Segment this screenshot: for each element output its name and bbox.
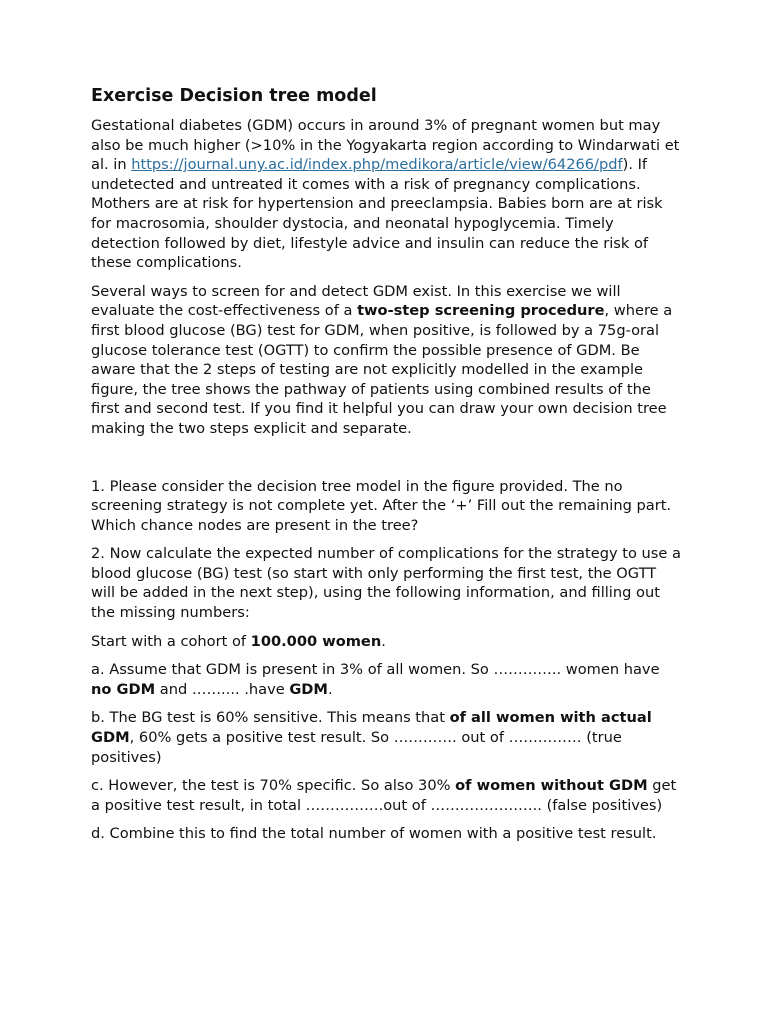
item-b-text: b. The BG test is 60% sensitive. This means that [91,709,450,727]
cohort-end: . [381,632,386,650]
item-c [91,776,681,815]
cohort-size: 100.000 women [250,632,382,650]
item-c-bold: of women without GDM [455,777,648,795]
intro-paragraph [91,116,681,273]
item-a [91,660,681,699]
question-2: 2. Now calculate the expected number of complications for the strategy to use a blood glucose (BG) test (so start with only performing the first test, the OGTT will be added in the next step), using the following information, and filling out the missing numbers: [91,545,681,622]
cohort-text: Start with a cohort of [91,632,251,650]
spacer [91,448,681,477]
item-a-end: . [327,680,333,698]
item-b [91,708,681,767]
screening-emphasis: two-step screening procedure [357,302,605,320]
item-a-bold-no-gdm: no GDM [91,680,156,698]
item-a-text-2: and …….... .have [155,680,290,698]
screening-text: Several ways to screen for and detect GDM exist. In this exercise we will evaluate the cost-effectiveness of a [91,282,621,320]
question-1: 1. Please consider the decision tree model in the figure provided. The no screening strategy is not complete yet. After the ‘+’ Fill out the remaining part. Which chance nodes are present in the tree? [91,477,672,534]
article-link[interactable]: https://journal.uny.ac.id/index.php/medikora/article/view/64266/pdf [131,156,623,174]
screening-text-continued: , where a first blood glucose (BG) test for GDM, when positive, is followed by a 75g-oral glucose tolerance test (OGTT) to confirm the possible presence of GDM. Be aware that the 2 steps of testing are not explicitly modelled in the example figure, the tree shows the pathway of patients using combined results of the first and second test. If you find it helpful you can draw your own decision tree making the two steps explicit and separate. [91,302,673,437]
intro-text: Gestational diabetes (GDM) occurs in around 3% of pregnant women but may also be much higher (>10% in the Yogyakarta region according to Windarwati et al. in [91,117,680,174]
item-b-bold: of all women with actual GDM [91,709,652,747]
cohort-line [91,632,681,652]
intro-text-continued: ). If undetected and untreated it comes with a risk of pregnancy complications. Mothers are at risk for hypertension and preeclampsia. Babies born are at risk for macrosomia, shoulder dystocia, and neonatal hypoglycemia. Timely detection followed by diet, lifestyle advice and insulin can reduce the risk of these complications. [91,156,663,272]
item-c-text-2: get a positive test result, in total …………….out of ………………….. (false positives) [91,777,677,814]
item-b-text-2: , 60% gets a positive test result. So …………. out of …………… (true positives) [91,729,622,766]
screening-paragraph [91,282,681,439]
item-a-bold-gdm: GDM [289,680,328,698]
document-title: Exercise Decision tree model [91,86,377,106]
item-a-text: a. Assume that GDM is present in 3% of all women. So ………….. women have [91,661,660,679]
item-c-text: c. However, the test is 70% specific. So also 30% [91,777,456,795]
document-page [91,84,681,853]
item-d: d. Combine this to find the total number of women with a positive test result. [91,825,657,843]
